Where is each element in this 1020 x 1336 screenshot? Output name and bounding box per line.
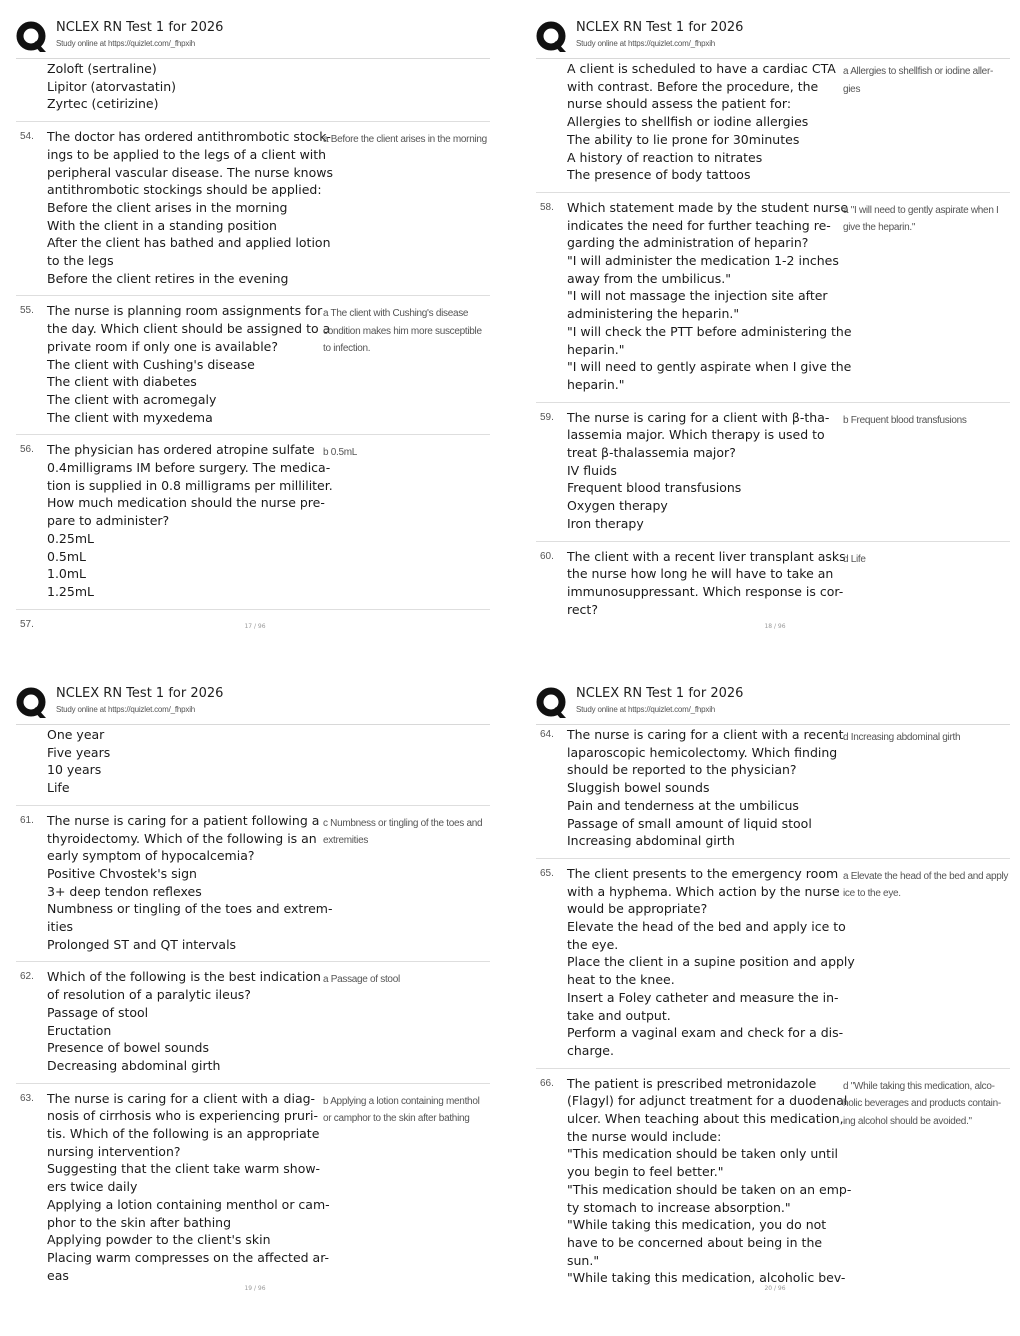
question-line: The client with Cushing's disease bbox=[47, 356, 255, 372]
question-line: would be appropriate? bbox=[567, 901, 708, 917]
question-line: laparoscopic hemicolectomy. Which finding bbox=[567, 744, 838, 760]
option-list bbox=[47, 60, 319, 113]
question-line: Which statement made by the student nurse bbox=[567, 199, 849, 215]
question-line: Allergies to shellfish or iodine allergies bbox=[567, 114, 809, 130]
question-text bbox=[47, 128, 333, 287]
question-line: Place the client in a supine position and apply bbox=[567, 954, 855, 970]
page-number: 19 / 96 bbox=[244, 1285, 266, 1292]
question-line: The nurse is caring for a patient following a bbox=[47, 812, 320, 828]
page-content bbox=[536, 54, 1010, 626]
question-line: Eructation bbox=[47, 1022, 112, 1038]
header-study-link[interactable]: Study online at https://quizlet.com/_fhpxih bbox=[576, 39, 716, 48]
question-number: 60. bbox=[540, 550, 554, 562]
question-text bbox=[567, 1075, 852, 1287]
page-header bbox=[16, 684, 490, 725]
question-line: Sluggish bowel sounds bbox=[567, 780, 710, 796]
question-text bbox=[567, 548, 846, 619]
question-line: treat β-thalassemia major? bbox=[567, 445, 736, 461]
header-title: NCLEX RN Test 1 for 2026 bbox=[576, 20, 744, 35]
answer-line: gies bbox=[843, 83, 861, 95]
answer-line: a The client with Cushing's disease bbox=[323, 308, 469, 320]
question-line: charge. bbox=[567, 1042, 614, 1058]
question-line: Applying a lotion containing menthol or cam- bbox=[47, 1196, 330, 1212]
question-line: indicates the need for further teaching re- bbox=[567, 217, 831, 233]
question-row bbox=[16, 435, 490, 609]
answer-line: d Increasing abdominal girth bbox=[843, 732, 961, 743]
question-line: away from the umbilicus." bbox=[567, 270, 731, 286]
page-number: 20 / 96 bbox=[764, 1285, 786, 1292]
question-line: The nurse is caring for a client with a recent bbox=[567, 727, 844, 742]
question-line: have to be concerned about being in the bbox=[567, 1234, 823, 1250]
question-line: The nurse is planning room assignments for bbox=[47, 303, 323, 319]
question-line: Suggesting that the client take warm show- bbox=[47, 1161, 321, 1177]
question-line: The presence of body tattoos bbox=[567, 167, 751, 183]
question-number: 62. bbox=[20, 971, 34, 983]
answer-line: give the heparin." bbox=[843, 222, 916, 234]
answer-line: holic beverages and products contain- bbox=[843, 1098, 1001, 1110]
question-text bbox=[47, 812, 333, 954]
answer-text bbox=[323, 1093, 493, 1128]
question-line: Applying powder to the client's skin bbox=[47, 1232, 271, 1248]
question-line: Presence of bowel sounds bbox=[47, 1040, 209, 1056]
question-line: "While taking this medication, you do not bbox=[567, 1217, 827, 1233]
answer-text bbox=[323, 305, 493, 358]
question-line: "I will check the PTT before administering the bbox=[567, 323, 852, 339]
answer-line: extremities bbox=[323, 835, 369, 847]
quizlet-logo-icon bbox=[16, 687, 48, 719]
option-text: Zoloft (sertraline) bbox=[47, 61, 157, 76]
question-line: rect? bbox=[567, 601, 598, 617]
question-line: with a hyphema. Which action by the nurse bbox=[567, 883, 840, 899]
question-line: should be reported to the physician? bbox=[567, 762, 797, 778]
question-line: Perform a vaginal exam and check for a dis- bbox=[567, 1025, 844, 1041]
question-line: The ability to lie prone for 30minutes bbox=[567, 131, 800, 147]
question-text bbox=[47, 441, 333, 600]
question-row bbox=[536, 720, 1010, 859]
question-line: Iron therapy bbox=[567, 515, 644, 531]
question-line: nurse should assess the patient for: bbox=[567, 96, 792, 112]
question-line: administering the heparin." bbox=[567, 306, 740, 322]
question-line: Decreasing abdominal girth bbox=[47, 1057, 221, 1073]
question-row bbox=[536, 403, 1010, 542]
answer-line: a "I will need to gently aspirate when I bbox=[843, 204, 999, 216]
question-line: Before the client arises in the morning bbox=[47, 199, 288, 215]
question-line: Before the client retires in the evening bbox=[47, 270, 289, 286]
question-line: Prolonged ST and QT intervals bbox=[47, 936, 237, 952]
question-line: Numbness or tingling of the toes and extrem- bbox=[47, 901, 333, 917]
page-number: 17 / 96 bbox=[244, 623, 266, 630]
question-line: 0.5mL bbox=[47, 548, 87, 564]
answer-text bbox=[323, 971, 493, 989]
question-line: Elevate the head of the bed and apply ice to bbox=[567, 919, 846, 935]
option-text: Lipitor (atorvastatin) bbox=[47, 78, 177, 94]
question-line: 3+ deep tendon reflexes bbox=[47, 883, 202, 899]
question-line: After the client has bathed and applied lotion bbox=[47, 235, 331, 251]
header-study-link[interactable]: Study online at https://quizlet.com/_fhpxih bbox=[56, 705, 196, 714]
question-line: heat to the knee. bbox=[567, 972, 675, 988]
question-row bbox=[536, 193, 1010, 403]
question-line: "This medication should be taken on an emp- bbox=[567, 1181, 852, 1197]
question-text bbox=[567, 726, 844, 850]
answer-line: d "While taking this medication, alco- bbox=[843, 1080, 995, 1092]
page-content bbox=[16, 720, 490, 1292]
question-line: ulcer. When teaching about this medication, bbox=[567, 1111, 844, 1127]
question-line: Which of the following is the best indication bbox=[47, 969, 321, 985]
question-line: heparin." bbox=[567, 341, 625, 357]
question-row bbox=[16, 806, 490, 963]
header-title: NCLEX RN Test 1 for 2026 bbox=[56, 686, 224, 701]
question-number: 64. bbox=[540, 729, 554, 740]
question-line: the nurse how long he will have to take an bbox=[567, 566, 834, 582]
header-study-link[interactable]: Study online at https://quizlet.com/_fhpxih bbox=[56, 39, 196, 48]
question-row bbox=[16, 1084, 490, 1293]
question-line: "I will administer the medication 1-2 inches bbox=[567, 253, 839, 269]
question-text bbox=[567, 199, 852, 394]
question-line: The nurse is caring for a client with β-tha- bbox=[567, 409, 830, 425]
question-line: A client is scheduled to have a cardiac CTA bbox=[567, 61, 836, 76]
question-line: antithrombotic stockings should be applied: bbox=[47, 182, 322, 198]
question-line: thyroidectomy. Which of the following is an bbox=[47, 830, 317, 846]
question-line: The client with a recent liver transplant asks bbox=[567, 548, 846, 564]
question-line: "This medication should be taken only until bbox=[567, 1146, 839, 1162]
question-text bbox=[567, 60, 839, 184]
answer-text bbox=[843, 729, 1013, 747]
answer-text bbox=[323, 815, 493, 850]
question-line: The client presents to the emergency room bbox=[567, 865, 839, 881]
page-content bbox=[536, 720, 1010, 1295]
question-line: The client with diabetes bbox=[47, 374, 197, 390]
question-line: take and output. bbox=[567, 1007, 671, 1023]
question-line: the day. Which client should be assigned to a bbox=[47, 321, 331, 337]
question-text bbox=[47, 1090, 330, 1285]
question-number: 66. bbox=[540, 1077, 554, 1089]
question-number: 56. bbox=[20, 444, 34, 456]
question-line: The physician has ordered atropine sulfate bbox=[47, 442, 315, 458]
question-line: to the legs bbox=[47, 253, 114, 269]
question-line: ities bbox=[47, 919, 74, 935]
question-number: 61. bbox=[20, 814, 34, 826]
question-number: 55. bbox=[20, 305, 34, 317]
header-title: NCLEX RN Test 1 for 2026 bbox=[56, 20, 224, 35]
option-text: One year bbox=[47, 727, 105, 742]
option-list bbox=[47, 726, 319, 797]
question-line: peripheral vascular disease. The nurse knows bbox=[47, 164, 333, 180]
question-row bbox=[536, 542, 1010, 627]
page-header bbox=[16, 18, 490, 59]
question-line: With the client in a standing position bbox=[47, 217, 277, 233]
question-number: 58. bbox=[540, 201, 554, 213]
question-row bbox=[536, 859, 1010, 1069]
page-4 bbox=[530, 676, 1020, 1336]
question-number: 57. bbox=[20, 618, 34, 630]
question-line: pare to administer? bbox=[47, 513, 170, 529]
question-row bbox=[536, 1069, 1010, 1295]
question-line: lassemia major. Which therapy is used to bbox=[567, 427, 825, 443]
answer-line: a Passage of stool bbox=[323, 974, 400, 986]
answer-line: a Elevate the head of the bed and apply bbox=[843, 870, 1009, 882]
option-text: Zyrtec (cetirizine) bbox=[47, 96, 159, 112]
quizlet-logo-icon bbox=[536, 687, 568, 719]
answer-line: a Before the client arises in the morning bbox=[323, 134, 487, 146]
header-study-link[interactable]: Study online at https://quizlet.com/_fhpxih bbox=[576, 705, 716, 714]
question-line: Frequent blood transfusions bbox=[567, 480, 742, 496]
question-line: immunosuppressant. Which response is cor- bbox=[567, 583, 844, 599]
question-line: ings to be applied to the legs of a client with bbox=[47, 146, 327, 162]
question-line: The nurse is caring for a client with a diag- bbox=[47, 1090, 316, 1106]
answer-line: b Frequent blood transfusions bbox=[843, 414, 967, 426]
question-row bbox=[16, 962, 490, 1083]
question-number: 63. bbox=[20, 1092, 34, 1104]
question-number: 65. bbox=[540, 867, 554, 879]
question-line: Insert a Foley catheter and measure the in- bbox=[567, 989, 839, 1005]
answer-line: or camphor to the skin after bathing bbox=[323, 1113, 470, 1125]
answer-text bbox=[843, 551, 1013, 569]
question-line: Pain and tenderness at the umbilicus bbox=[567, 797, 799, 813]
question-line: 0.4milligrams IM before surgery. The medica- bbox=[47, 460, 331, 476]
question-line: the eye. bbox=[567, 936, 619, 952]
question-line: you begin to feel better." bbox=[567, 1164, 724, 1180]
answer-text bbox=[843, 868, 1013, 903]
answer-line: condition makes him more susceptible bbox=[323, 325, 482, 337]
question-line: Passage of small amount of liquid stool bbox=[567, 815, 812, 831]
question-line: tion is supplied in 0.8 milligrams per milliliter. bbox=[47, 477, 333, 493]
header-title: NCLEX RN Test 1 for 2026 bbox=[576, 686, 744, 701]
question-row bbox=[536, 54, 1010, 193]
question-line: The client with acromegaly bbox=[47, 391, 217, 407]
question-line: The client with myxedema bbox=[47, 409, 213, 425]
question-line: the nurse would include: bbox=[567, 1128, 722, 1144]
question-line: How much medication should the nurse pre- bbox=[47, 495, 325, 511]
question-line: eas bbox=[47, 1267, 69, 1283]
question-line: private room if only one is available? bbox=[47, 338, 278, 354]
question-line: Placing warm compresses on the affected ar- bbox=[47, 1249, 330, 1265]
continued-options bbox=[16, 720, 490, 806]
question-line: (Flagyl) for adjunct treatment for a duodenal bbox=[567, 1093, 848, 1109]
question-line: heparin." bbox=[567, 376, 625, 392]
page-header bbox=[536, 18, 1010, 59]
question-line: ty stomach to increase absorption." bbox=[567, 1199, 791, 1215]
question-number: 54. bbox=[20, 131, 34, 143]
answer-text bbox=[843, 202, 1013, 237]
answer-text bbox=[843, 1078, 1013, 1131]
question-line: Increasing abdominal girth bbox=[567, 833, 735, 849]
question-line: "I will not massage the injection site after bbox=[567, 288, 828, 304]
answer-line: d Life bbox=[843, 553, 866, 565]
question-line: 1.0mL bbox=[47, 566, 87, 582]
question-line: of resolution of a paralytic ileus? bbox=[47, 987, 251, 1003]
question-text bbox=[567, 865, 855, 1060]
question-line: Oxygen therapy bbox=[567, 498, 668, 514]
page-3 bbox=[10, 676, 500, 1336]
page-1 bbox=[10, 10, 500, 670]
question-line: phor to the skin after bathing bbox=[47, 1214, 232, 1230]
question-row bbox=[16, 122, 490, 296]
question-line: Passage of stool bbox=[47, 1004, 149, 1020]
quizlet-logo-icon bbox=[536, 21, 568, 53]
question-line: 0.25mL bbox=[47, 530, 94, 546]
question-line: early symptom of hypocalcemia? bbox=[47, 848, 255, 864]
question-line: ers twice daily bbox=[47, 1179, 138, 1195]
question-line: nursing intervention? bbox=[47, 1143, 181, 1159]
answer-line: ing alcohol should be avoided." bbox=[843, 1115, 972, 1127]
question-line: "While taking this medication, alcoholic bev- bbox=[567, 1270, 846, 1286]
page-2 bbox=[530, 10, 1020, 670]
question-line: IV fluids bbox=[567, 462, 617, 478]
answer-line: ice to the eye. bbox=[843, 888, 901, 900]
question-line: nosis of cirrhosis who is experiencing pruri- bbox=[47, 1108, 319, 1124]
question-row bbox=[16, 296, 490, 435]
page-content bbox=[16, 54, 490, 638]
question-line: "I will need to gently aspirate when I give the bbox=[567, 359, 852, 375]
page-number: 18 / 96 bbox=[764, 623, 786, 630]
answer-line: a Allergies to shellfish or iodine aller- bbox=[843, 66, 994, 77]
page-header bbox=[536, 684, 1010, 725]
answer-line: c Numbness or tingling of the toes and bbox=[323, 817, 483, 829]
question-text bbox=[567, 409, 839, 533]
option-text: Five years bbox=[47, 744, 111, 760]
question-line: sun." bbox=[567, 1252, 600, 1268]
answer-line: b 0.5mL bbox=[323, 447, 358, 459]
answer-text bbox=[323, 131, 493, 149]
option-text: 10 years bbox=[47, 762, 102, 778]
option-text: Life bbox=[47, 780, 70, 796]
question-line: The patient is prescribed metronidazole bbox=[567, 1075, 817, 1091]
answer-text bbox=[323, 444, 493, 462]
answer-line: b Applying a lotion containing menthol bbox=[323, 1095, 480, 1107]
continued-options bbox=[16, 54, 490, 122]
answer-line: to infection. bbox=[323, 343, 371, 355]
answer-text bbox=[843, 63, 1013, 98]
question-line: Positive Chvostek's sign bbox=[47, 865, 197, 881]
question-number: 59. bbox=[540, 411, 554, 423]
question-line: A history of reaction to nitrates bbox=[567, 149, 763, 165]
question-line: garding the administration of heparin? bbox=[567, 235, 809, 251]
question-text bbox=[47, 302, 331, 426]
question-line: with contrast. Before the procedure, the bbox=[567, 78, 819, 94]
question-line: The doctor has ordered antithrombotic stock- bbox=[47, 129, 332, 145]
question-text bbox=[47, 968, 319, 1074]
quizlet-logo-icon bbox=[16, 21, 48, 53]
question-line: 1.25mL bbox=[47, 583, 94, 599]
question-line: tis. Which of the following is an appropriate bbox=[47, 1126, 320, 1142]
answer-text bbox=[843, 412, 1013, 430]
